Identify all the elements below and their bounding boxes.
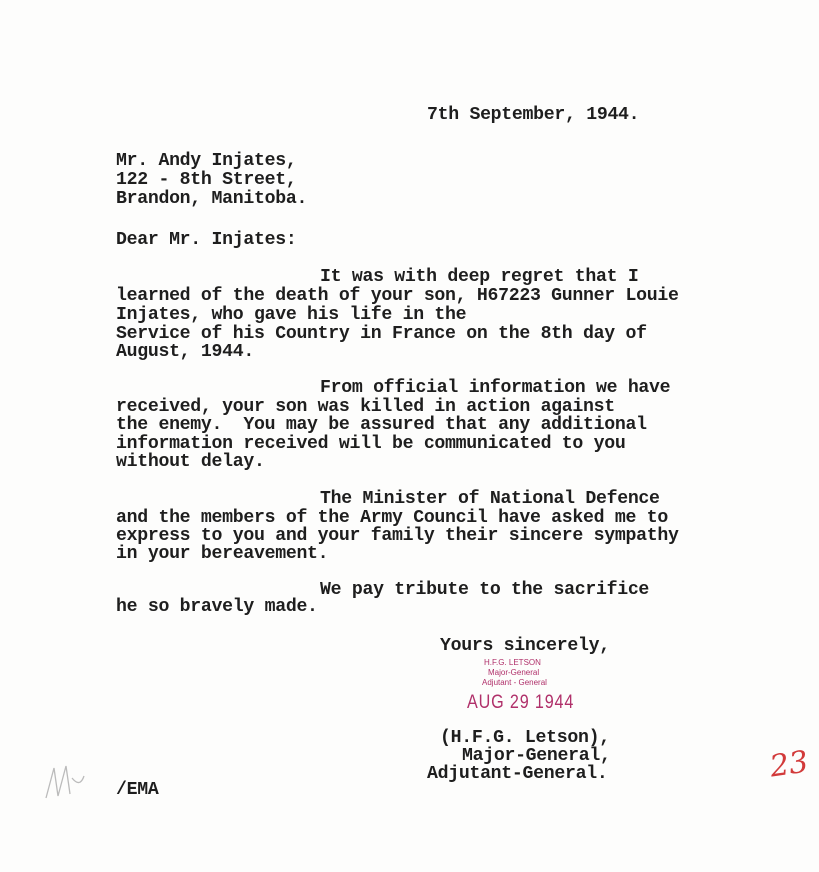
stamp-date: AUG 29 1944 <box>467 692 575 713</box>
address-line: Brandon, Manitoba. <box>116 189 308 209</box>
address-line: Mr. Andy Injates, <box>116 151 297 171</box>
paragraph-line: We pay tribute to the sacrifice <box>320 580 650 600</box>
paragraph-line: It was with deep regret that I <box>320 267 639 287</box>
paragraph-line: August, 1944. <box>116 342 254 362</box>
stamp-title: Adjutant - General <box>482 678 547 687</box>
stamp-rank: Major-General <box>488 668 540 677</box>
paragraph-line: information received will be communicated to you <box>116 434 626 454</box>
paragraph-line: in your bereavement. <box>116 544 329 564</box>
signature-line: Adjutant-General. <box>427 764 608 784</box>
faint-pencil-mark-icon <box>40 758 90 808</box>
paragraph-line: Service of his Country in France on the 8th day of <box>116 324 647 344</box>
letter-date: 7th September, 1944. <box>427 105 640 125</box>
paragraph-line: The Minister of National Defence <box>320 489 660 509</box>
paragraph-line: Injates, who gave his life in the <box>116 305 467 325</box>
paragraph-line: without delay. <box>116 452 265 472</box>
stamp-name: H.F.G. LETSON <box>484 658 541 667</box>
signature-line: (H.F.G. Letson), <box>440 728 610 748</box>
paragraph-line: he so bravely made. <box>116 597 318 617</box>
paragraph-line: and the members of the Army Council have asked me to <box>116 508 668 528</box>
paragraph-line: From official information we have <box>320 378 671 398</box>
paragraph-line: express to you and your family their sincere sympathy <box>116 526 679 546</box>
salutation: Dear Mr. Injates: <box>116 230 297 250</box>
closing: Yours sincerely, <box>440 636 610 656</box>
paragraph-line: received, your son was killed in action against <box>116 397 615 417</box>
address-line: 122 - 8th Street, <box>116 170 297 190</box>
signature-line: Major-General, <box>462 746 611 766</box>
paragraph-line: the enemy. You may be assured that any additional <box>116 415 647 435</box>
handwritten-note: 23 <box>767 744 811 785</box>
paragraph-line: learned of the death of your son, H67223 Gunner Louie <box>116 286 679 306</box>
reference-initials: /EMA <box>116 780 159 800</box>
